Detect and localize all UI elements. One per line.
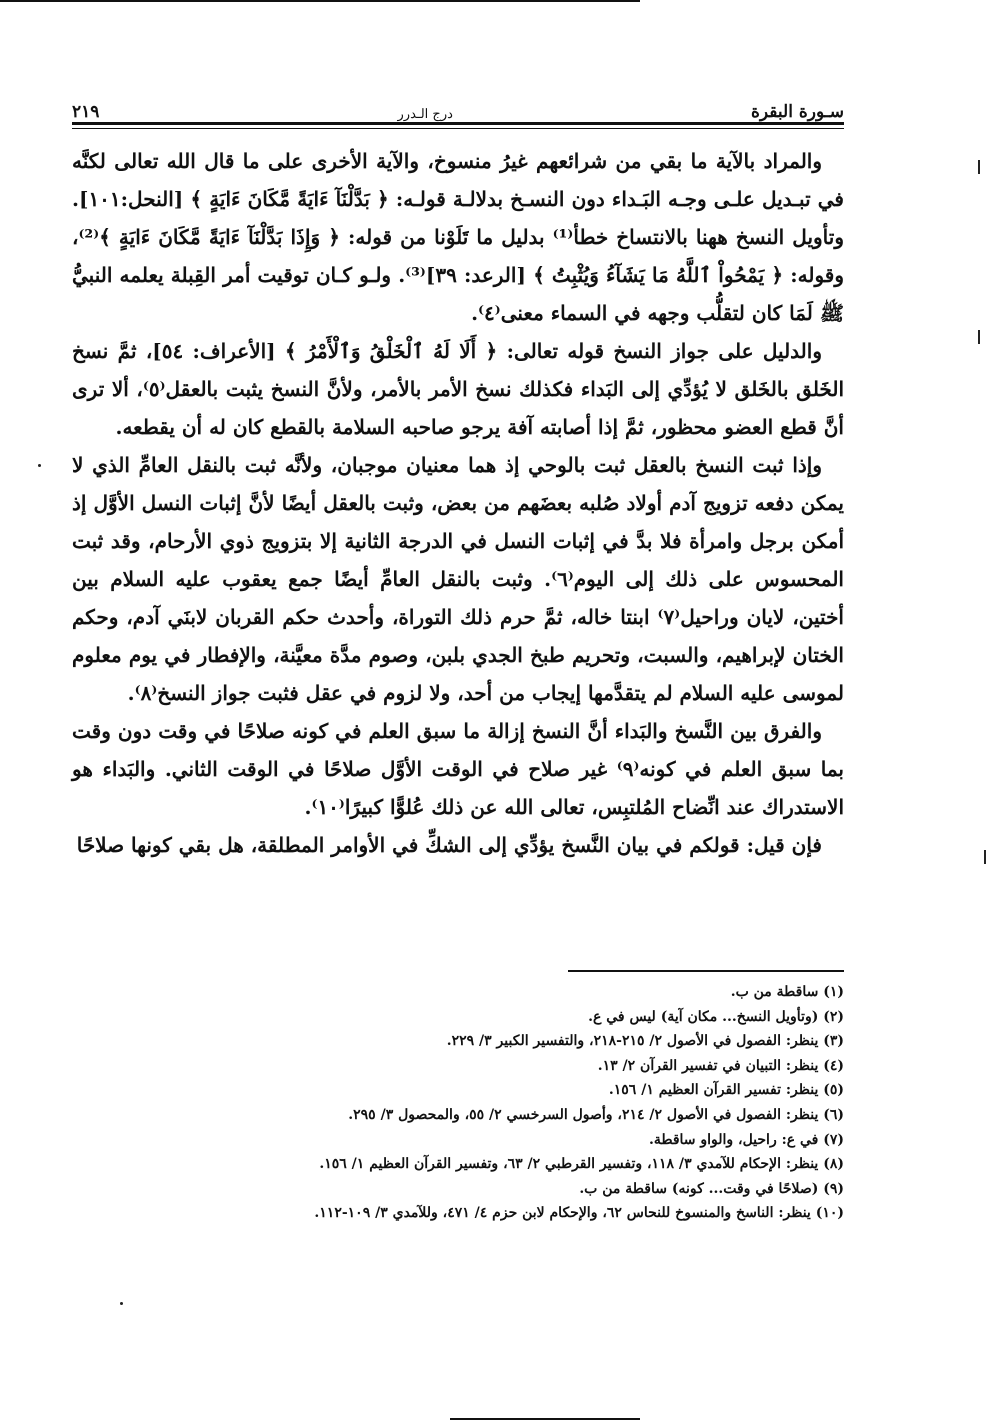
footnote: (٩) (صلاحًا في وقت... كونه) ساقطة من ب. bbox=[579, 1180, 844, 1197]
footnote: (٦) ينظر: الفصول في الأصول ٢/ ٢١٤، وأصول السرخسي ٢/ ٥٥، والمحصول ٣/ ٢٩٥. bbox=[348, 1106, 844, 1123]
paragraph: والمراد بالآية ما بقي من شرائعهم غيرُ منسوخ، والآية الأخرى على ما قال الله تعالى لكنَّه في تبـديل علـى وجـه البَـداء دون النسـخ بدلالـة قولـه: ﴿ بَدَّلْنَآ ءَايَةً مَّكَانَ ءَايَةٍ ﴾ [النحل:١٠١]. وتأويل النسخ ههنا بالانتساخ خطأ⁽¹⁾ بدليل ما تَلَوْنا من قوله: ﴿ وَإِذَا بَدَّلْنَآ ءَايَةً مَّكَانَ ءَايَةٍ ﴾⁽²⁾، وقوله: ﴿ يَمْحُواْ ٱللَّهُ مَا يَشَآءُ وَيُثْبِتُ ﴾ [الرعد: ٣٩]⁽³⁾. ولـو كـان توقيت أمر القِبلة يعلمه النبيُّ ﷺ لَمَا كان لتقلُّب وجهه في السماء معنى⁽٤⁾. bbox=[72, 149, 844, 325]
footnotes bbox=[180, 980, 844, 1226]
book-title: درج الـدرر bbox=[397, 107, 453, 122]
scan-mark bbox=[978, 160, 980, 174]
footnote: (٣) ينظر: الفصول في الأصول ٢/ ٢١٥-٢١٨، والتفسير الكبير ٣/ ٢٢٩. bbox=[446, 1033, 844, 1050]
running-header bbox=[72, 92, 844, 122]
footnote: (٥) ينظر: تفسير القرآن العظيم ١/ ١٥٦. bbox=[608, 1082, 844, 1099]
scan-mark bbox=[984, 850, 986, 864]
footnote: (٨) ينظر: الإحكام للآمدي ٣/ ١١٨، وتفسير القرطبي ٢/ ٦٣، وتفسير القرآن العظيم ١/ ١٥٦. bbox=[319, 1156, 844, 1173]
footnote: (٤) ينظر: التبيان في تفسير القرآن ٢/ ١٣. bbox=[597, 1057, 844, 1074]
main-text bbox=[72, 142, 844, 864]
header-rule-thin bbox=[72, 128, 844, 129]
footnote: (١٠) ينظر: الناسخ والمنسوخ للنحاس ٦٢، والإحكام لابن حزم ٤/ ٤٧١، وللآمدي ٣/ ١٠٩-١١٢. bbox=[314, 1205, 844, 1222]
footnote: (٧) في ع: راحيل، والواو ساقطة. bbox=[648, 1131, 844, 1148]
header-rule-thick bbox=[72, 122, 844, 125]
paragraph: فإن قيل: قولكم في بيان النَّسخ يؤدِّي إلى الشكِّ في الأوامر المطلقة، هل بقي كونها صلاحًا bbox=[76, 833, 822, 857]
paragraph: والدليل على جواز النسخ قوله تعالى: ﴿ أَلَا لَهُ ٱلْخَلْقُ وَٱلْأَمْرُ ﴾ [الأعراف: ٥٤]، ثمَّ نسخ الخَلق بالخَلق لا يُؤدِّي إلى البَداء فكذلك نسخ الأمر بالأمر، ولأنَّ النسخ يثبت بالعقل⁽٥⁾، ألا ترى أنَّ قطع العضو محظور، ثمَّ إذا أصابته آفة يرجو صاحبه السلامة بالقطع كان له أن يقطعه. bbox=[72, 339, 844, 439]
surah-name: سـورة البقرة bbox=[751, 102, 844, 122]
scan-speck bbox=[38, 464, 41, 467]
footnote: (١) ساقطة من ب. bbox=[730, 984, 844, 1000]
top-scan-edge bbox=[0, 0, 640, 2]
paragraph: وإذا ثبت النسخ بالعقل ثبت بالوحي إذ هما معنيان موجبان، ولأنَّه ثبت بالنقل العامِّ الذي لا يمكن دفعه تزويج آدم أولاد صُلبه بعضَهم من بعض، وثبت بالعقل أيضًا لأنَّ إثبات النسل الأوَّل إذ أمكن برجل وامرأة فلا بدَّ في إثبات النسل في الدرجة الثانية إلا بتزويج ذوي الأرحام، وقد ثبت المحسوس على ذلك إلى اليوم⁽٦⁾. وثبت بالنقل العامِّ أيضًا جمع يعقوب عليه السلام بين أختين، لايان وراحيل⁽٧⁾ ابنتا خاله، ثمَّ حرم ذلك التوراة، وأحدث حكم القربان لابنَي آدم، وحكم الختان لإبراهيم، والسبت، وتحريم طبخ الجدي بلبن، وصوم مدَّة معيَّنة، والإفطار في يوم معلوم لموسى عليه السلام لم يتقدَّمها إيجاب من أحد، ولا لزوم في عقل فثبت جواز النسخ⁽٨⁾. bbox=[72, 453, 844, 705]
page-number: ٢١٩ bbox=[72, 102, 100, 122]
footnote-separator bbox=[568, 970, 844, 972]
scan-speck bbox=[120, 1302, 123, 1305]
scan-mark bbox=[978, 330, 980, 344]
footnote: (٢) (وتأويل النسخ... مكان آية) ليس في ع. bbox=[588, 1008, 844, 1025]
paragraph: والفرق بين النَّسخ والبَداء أنَّ النسخ إزالة ما سبق العلم في كونه صلاحًا في وقت دون وقت بما سبق العلم في كونه⁽٩⁾ غير صلاح في الوقت الأوَّل صلاحًا في الوقت الثاني. والبَداء هو الاستدراك عند انِّضاح المُلتبِس، تعالى الله عن ذلك عُلوًّا كبيرًا⁽١٠⁾. bbox=[72, 719, 845, 819]
